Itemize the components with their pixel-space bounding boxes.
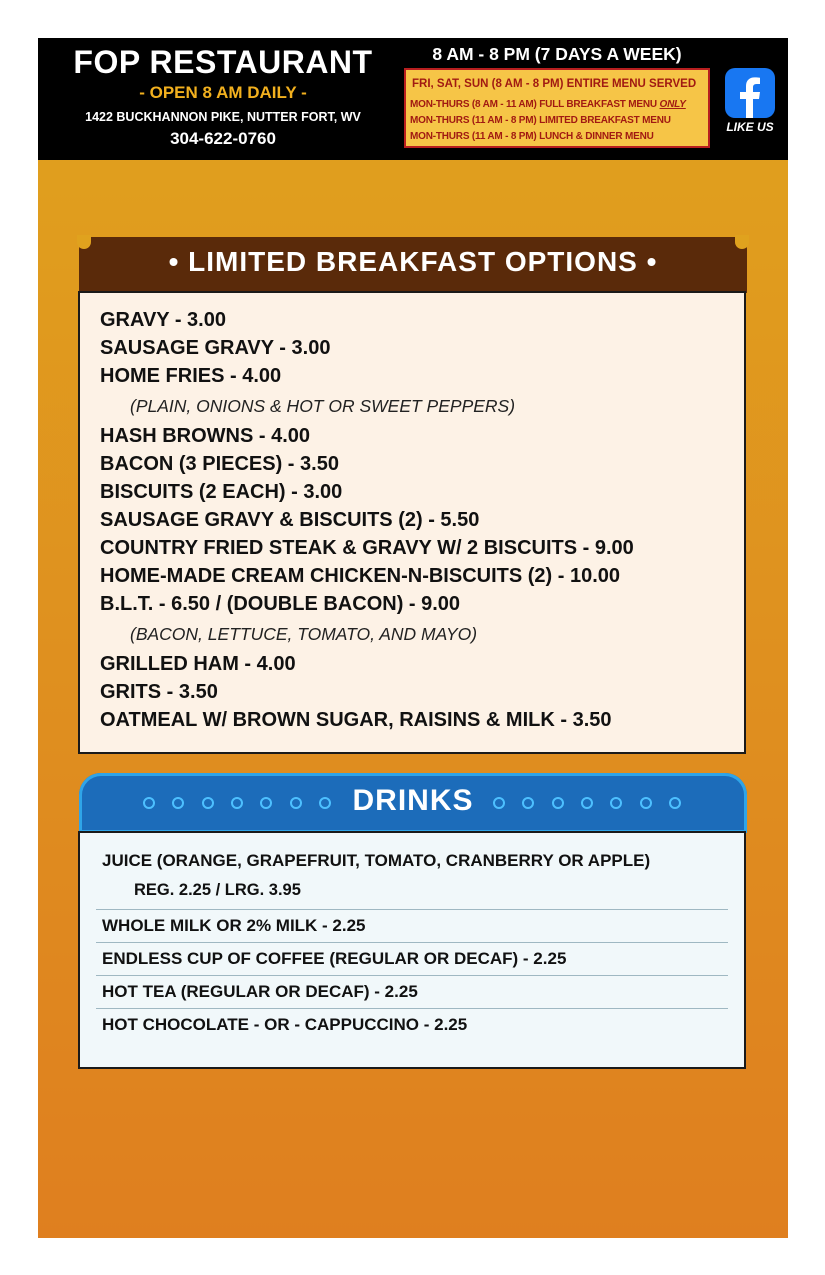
menu-item: GRITS - 3.50 (100, 681, 218, 703)
drink-item (96, 1009, 728, 1041)
hours-weekend: FRI, SAT, SUN (8 AM - 8 PM) ENTIRE MENU SERVED (412, 78, 697, 90)
breakfast-title: • LIMITED BREAKFAST OPTIONS • (168, 246, 658, 277)
hours-row (410, 129, 708, 145)
hours-row-emphasis: ONLY (659, 99, 686, 110)
hours-row-text: MON-THURS (8 AM - 11 AM) FULL BREAKFAST MENU (410, 99, 660, 110)
decorative-circle-icon (640, 797, 652, 809)
menu-item: SAUSAGE GRAVY & BISCUITS (2) - 5.50 (100, 509, 480, 531)
hours-row (410, 97, 708, 113)
menu-item: GRILLED HAM - 4.00 (100, 653, 296, 675)
decorative-circle-icon (581, 797, 593, 809)
drink-item-text: HOT TEA (REGULAR OR DECAF) - 2.25 (102, 982, 418, 1001)
drinks-menu-card (78, 831, 746, 1069)
drink-item (96, 943, 728, 976)
facebook-logo-glyph (725, 68, 775, 118)
menu-item: GRAVY - 3.00 (100, 309, 226, 331)
drinks-title: DRINKS (352, 784, 474, 817)
drink-item (96, 910, 728, 943)
drink-item-sizes: REG. 2.25 / LRG. 3.95 (134, 881, 301, 899)
drink-item-text: ENDLESS CUP OF COFFEE (REGULAR OR DECAF) - 2.25 (102, 949, 567, 968)
decorative-circle-icon (669, 797, 681, 809)
drink-item-text: JUICE (ORANGE, GRAPEFRUIT, TOMATO, CRANBERRY OR APPLE) (102, 851, 651, 870)
restaurant-phone[interactable]: 304-622-0760 (170, 129, 276, 148)
breakfast-item-list (100, 306, 634, 734)
hours-row (410, 113, 708, 129)
menu-item-note: (BACON, LETTUCE, TOMATO, AND MAYO) (130, 624, 478, 644)
restaurant-name: FOP RESTAURANT (73, 44, 373, 80)
menu-item: COUNTRY FRIED STEAK & GRAVY W/ 2 BISCUITS - 9.00 (100, 537, 634, 559)
menu-item-note: (PLAIN, ONIONS & HOT OR SWEET PEPPERS) (130, 396, 516, 416)
decorative-circle-icon (493, 797, 505, 809)
drinks-item-list (96, 845, 728, 1041)
drinks-banner (79, 773, 747, 833)
decorative-circle-icon (202, 797, 214, 809)
menu-item: B.L.T. - 6.50 / (DOUBLE BACON) - 9.00 (100, 593, 461, 615)
drink-item (96, 845, 728, 910)
breakfast-banner (79, 237, 747, 293)
decorative-circle-icon (552, 797, 564, 809)
like-us-label[interactable]: LIKE US (726, 120, 774, 134)
facebook-icon[interactable] (725, 68, 775, 118)
hours-row-text: MON-THURS (11 AM - 8 PM) LUNCH & DINNER MENU (410, 131, 654, 142)
menu-item: SAUSAGE GRAVY - 3.00 (100, 337, 331, 359)
drink-item-text: HOT CHOCOLATE - OR - CAPPUCCINO - 2.25 (102, 1015, 468, 1034)
hours-row-text: MON-THURS (11 AM - 8 PM) LIMITED BREAKFAST MENU (410, 115, 671, 126)
drink-item-text: WHOLE MILK OR 2% MILK - 2.25 (102, 916, 366, 935)
menu-item: HOME FRIES - 4.00 (100, 365, 282, 387)
header-bar (38, 38, 788, 160)
decorative-circle-icon (231, 797, 243, 809)
menu-item: BISCUITS (2 EACH) - 3.00 (100, 481, 343, 503)
hours-title: 8 AM - 8 PM (7 DAYS A WEEK) (432, 44, 682, 64)
open-line: - OPEN 8 AM DAILY - (139, 83, 307, 102)
drink-item (96, 976, 728, 1009)
breakfast-menu-card (78, 291, 746, 754)
decorative-circle-icon (319, 797, 331, 809)
restaurant-address: 1422 BUCKHANNON PIKE, NUTTER FORT, WV (85, 110, 361, 124)
menu-item: HASH BROWNS - 4.00 (100, 425, 311, 447)
hours-schedule-box (404, 68, 710, 148)
menu-item: OATMEAL W/ BROWN SUGAR, RAISINS & MILK - 3.50 (100, 709, 612, 731)
hours-weekday-list (410, 97, 708, 145)
menu-page (38, 38, 788, 1238)
decorative-circle-icon (143, 797, 155, 809)
decorative-circle-icon (290, 797, 302, 809)
restaurant-brand (38, 44, 408, 150)
menu-item: BACON (3 PIECES) - 3.50 (100, 453, 339, 475)
menu-item: HOME-MADE CREAM CHICKEN-N-BISCUITS (2) - 10.00 (100, 565, 621, 587)
